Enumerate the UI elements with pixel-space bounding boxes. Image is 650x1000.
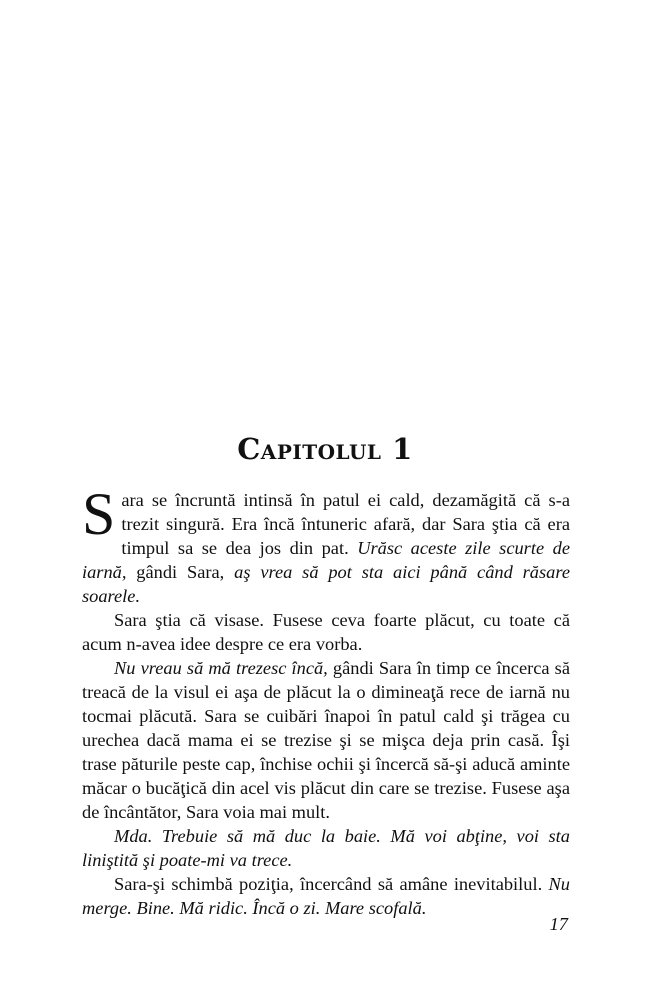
text-segment: Sara ştia că visase. Fusese ceva foarte plăcut, cu toate că acum n-avea idee despre ce era vorba. (82, 610, 570, 654)
text-segment: Sara-şi schimbă poziţia, încercând să amâne inevitabilul. (114, 874, 549, 894)
drop-cap: S (82, 481, 116, 547)
chapter-title: Capitolul 1 (237, 432, 413, 466)
italic-segment: Mda. Trebuie să mă duc la baie. Mă voi abţine, voi sta liniştită şi poate-mi va trece. (82, 826, 570, 870)
text-segment: gândi Sara, (126, 562, 235, 582)
text-segment: gândi Sara în timp ce încerca să treacă de la visul ei aşa de plăcut la o dimineaţă rece de iarnă nu tocmai plăcută. Sara se cuibări înapoi în patul cald şi trăgea cu urechea dacă mama ei se trezise şi se mişca deja prin casă. Îşi trase păturile peste cap, închise ochii şi încercă să-şi aducă aminte măcar o bucăţică din acel vis plăcut din care se trezise. Fusese aşa de încântător, Sara voia mai mult. (82, 658, 571, 822)
paragraph (82, 656, 570, 824)
page-number: 17 (549, 914, 568, 934)
italic-segment: Nu merge. Bine. Mă ridic. Încă o zi. Mare scofală. (82, 874, 570, 918)
chapter-body (82, 481, 571, 920)
italic-segment: Nu vreau să mă trezesc încă, (114, 658, 328, 678)
italic-segment: Urăsc aceste zile scurte de iarnă, (82, 538, 570, 582)
paragraph (82, 608, 570, 656)
text-segment: ara se încruntă intinsă în patul ei cald, dezamăgită că s-a trezit singură. Era încă întuneric afară, dar Sara ştia că era timpul sa se dea jos din pat. (121, 490, 570, 558)
paragraph (82, 824, 570, 872)
paragraph (82, 481, 570, 608)
paragraph (82, 872, 570, 920)
italic-segment: aş vrea să pot sta aici până când răsare soarele. (82, 562, 570, 606)
